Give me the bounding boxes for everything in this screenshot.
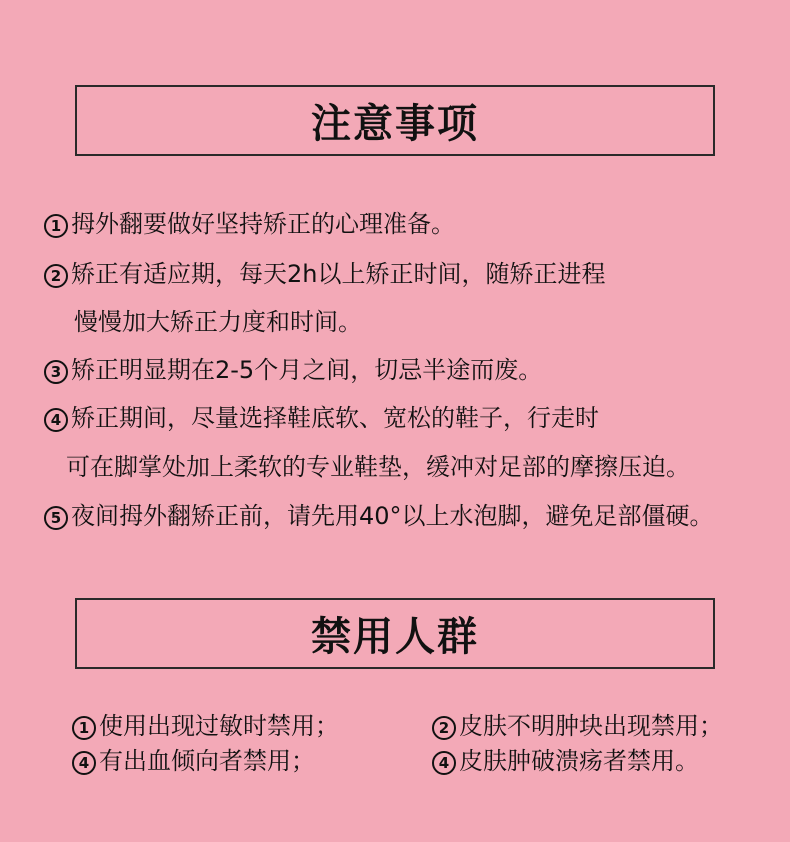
precaution-item-2 [44,259,605,289]
contraindication-item [72,746,315,776]
precaution-item-2-continuation: 慢慢加大矫正力度和时间。 [74,308,362,336]
contraindication-item [72,711,339,741]
number-badge: 4 [432,751,456,775]
number-badge: 3 [44,360,68,384]
precaution-item-5 [44,501,714,531]
precaution-item-4 [44,403,599,433]
precaution-item-3 [44,355,542,385]
number-badge: 1 [44,214,68,238]
contraindication-item [432,746,699,776]
number-badge: 2 [44,264,68,288]
precautions-title: 注意事项 [311,101,479,147]
contraindication-text: 使用出现过敏时禁用； [99,712,339,740]
precaution-text: 矫正期间，尽量选择鞋底软、宽松的鞋子，行走时 [71,404,599,432]
precaution-item-1 [44,209,455,239]
contraindication-text: 皮肤肿破溃疡者禁用。 [459,747,699,775]
precaution-text: 拇外翻要做好坚持矫正的心理准备。 [71,210,455,238]
contraindications-title: 禁用人群 [311,614,479,660]
contraindication-item [432,711,723,741]
contraindication-text: 有出血倾向者禁用； [99,747,315,775]
precaution-text: 矫正有适应期，每天2h以上矫正时间，随矫正进程 [71,260,606,288]
precaution-item-4-continuation: 可在脚掌处加上柔软的专业鞋垫，缓冲对足部的摩擦压迫。 [66,453,690,481]
precaution-text: 夜间拇外翻矫正前，请先用40°以上水泡脚，避免足部僵硬。 [71,502,714,530]
number-badge: 5 [44,506,68,530]
number-badge: 4 [44,408,68,432]
number-badge: 1 [72,716,96,740]
contraindications-title-box [75,598,715,669]
number-badge: 2 [432,716,456,740]
precaution-text: 矫正明显期在2-5个月之间，切忌半途而废。 [71,356,543,384]
number-badge: 4 [72,751,96,775]
precautions-title-box [75,85,715,156]
contraindication-text: 皮肤不明肿块出现禁用； [459,712,723,740]
